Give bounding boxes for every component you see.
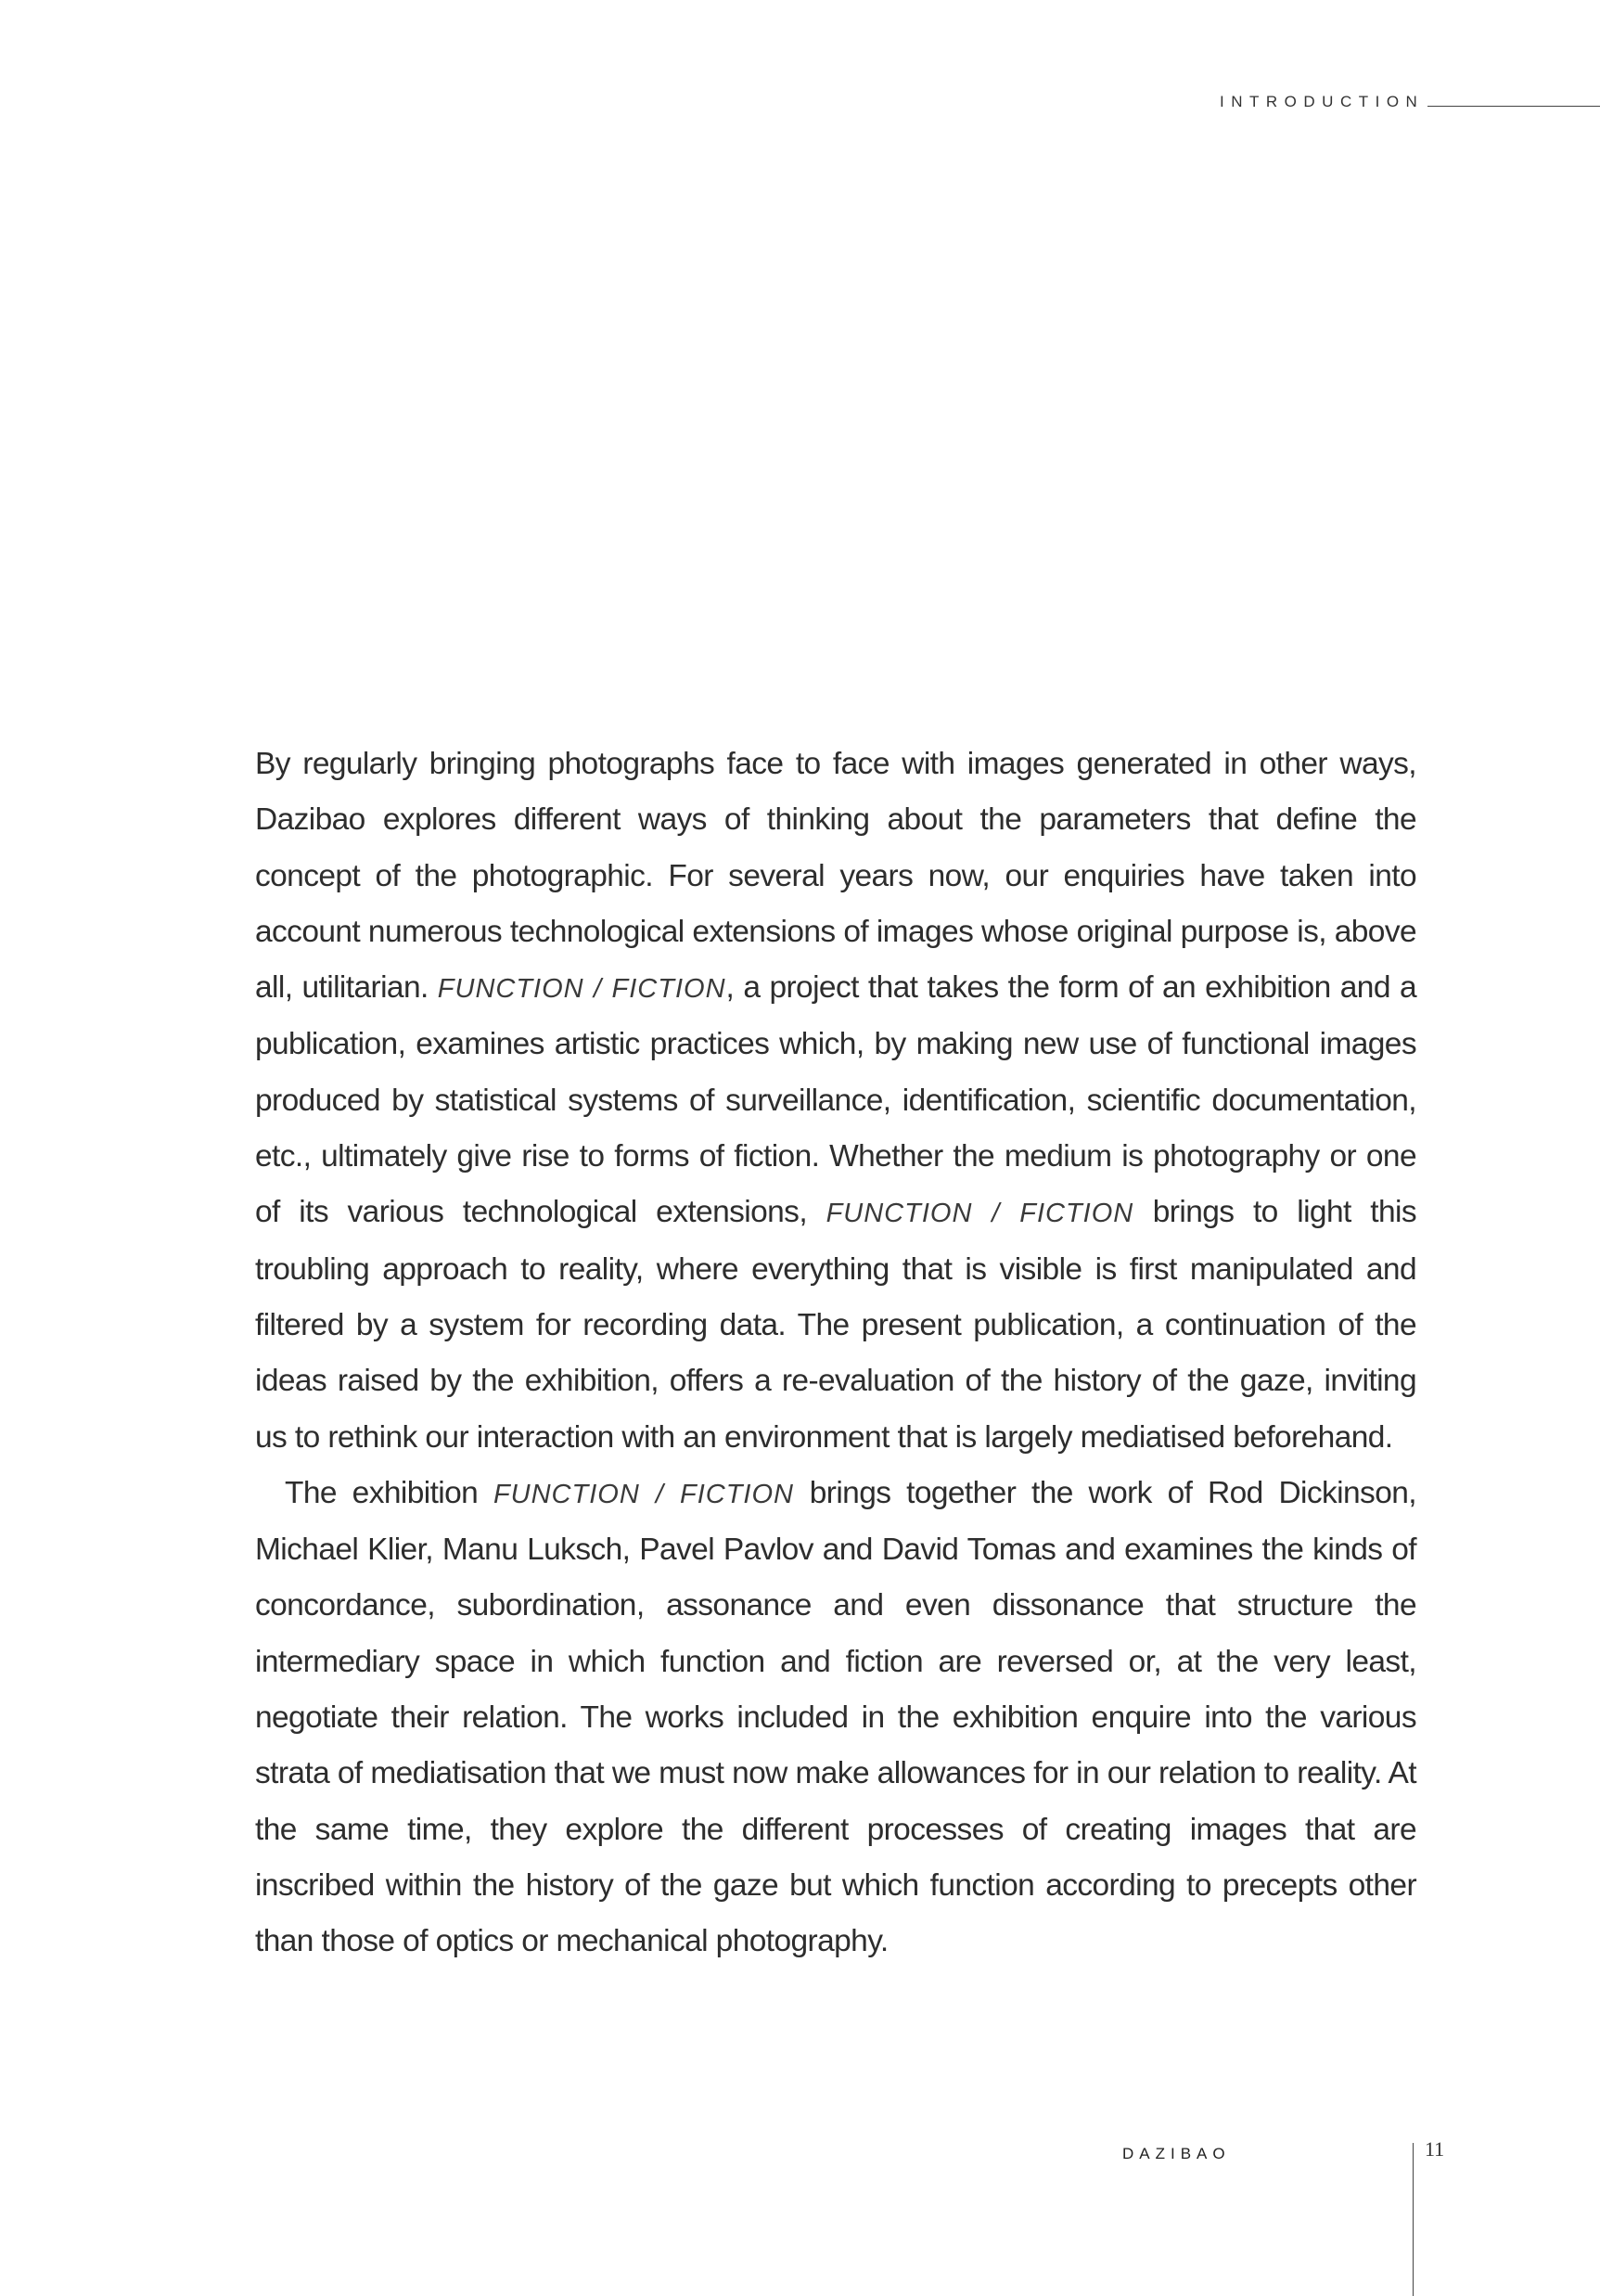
paragraph-2-text-2: brings together the work of Rod Dickinson, Michael Klier, Manu Luksch, Pavel Pavlov and David Tomas and examines the kinds of concordance, subordination, assonance and even dissonance that structure the intermediary space in which function and fiction are reversed or, at the very least, negotiate their relation. The works included in the exhibition enquire into the various strata of mediatisation that we must now make allowances for in our relation to reality. At the same time, they explore the different processes of creating images that are inscribed within the history of the gaze but which function according to precepts other than those of optics or mechanical photography. bbox=[255, 1475, 1416, 1959]
paragraph-1-text-3: brings to light this troubling approach to reality, where everything that is visible is first manipulated and filtered by a system for recording data. The present publication, a continuation of the ideas raised by the exhibition, offers a re-evaluation of the history of the gaze, inviting us to rethink our interaction with an environment that is largely mediatised beforehand. bbox=[255, 1195, 1416, 1455]
running-head bbox=[1220, 93, 1600, 111]
project-title: FUNCTION / FICTION bbox=[437, 974, 726, 1005]
footer-rule bbox=[1413, 2143, 1414, 2296]
running-head-rule bbox=[1427, 106, 1600, 107]
project-title: FUNCTION / FICTION bbox=[826, 1199, 1134, 1229]
paragraph-1-text-2: , a project that takes the form of an exhibition and a publication, examines artistic practices which, by making new use of functional images produced by statistical systems of surveillance, identification, scientific documentation, etc., ultimately give rise to forms of fiction. Whether the medium is photography or one of its various technological extensions, bbox=[255, 970, 1416, 1230]
project-title: FUNCTION / FICTION bbox=[493, 1479, 794, 1509]
paragraph-1-text-1: By regularly bringing photographs face to face with images generated in other ways, Dazibao explores different ways of thinking about the parameters that define the concept of the photographic. For several years now, our enquiries have taken into account numerous technological extensions of images whose original purpose is, above all, utilitarian. bbox=[255, 747, 1416, 1006]
body-text bbox=[255, 737, 1416, 1970]
paragraph-2-text-1: The exhibition bbox=[285, 1475, 493, 1510]
paragraph-2 bbox=[255, 1466, 1416, 1970]
running-head-label: INTRODUCTION bbox=[1220, 93, 1425, 110]
page-number: 11 bbox=[1425, 2137, 1445, 2161]
footer-publisher: DAZIBAO bbox=[1122, 2145, 1231, 2162]
paragraph-1 bbox=[255, 737, 1416, 1466]
